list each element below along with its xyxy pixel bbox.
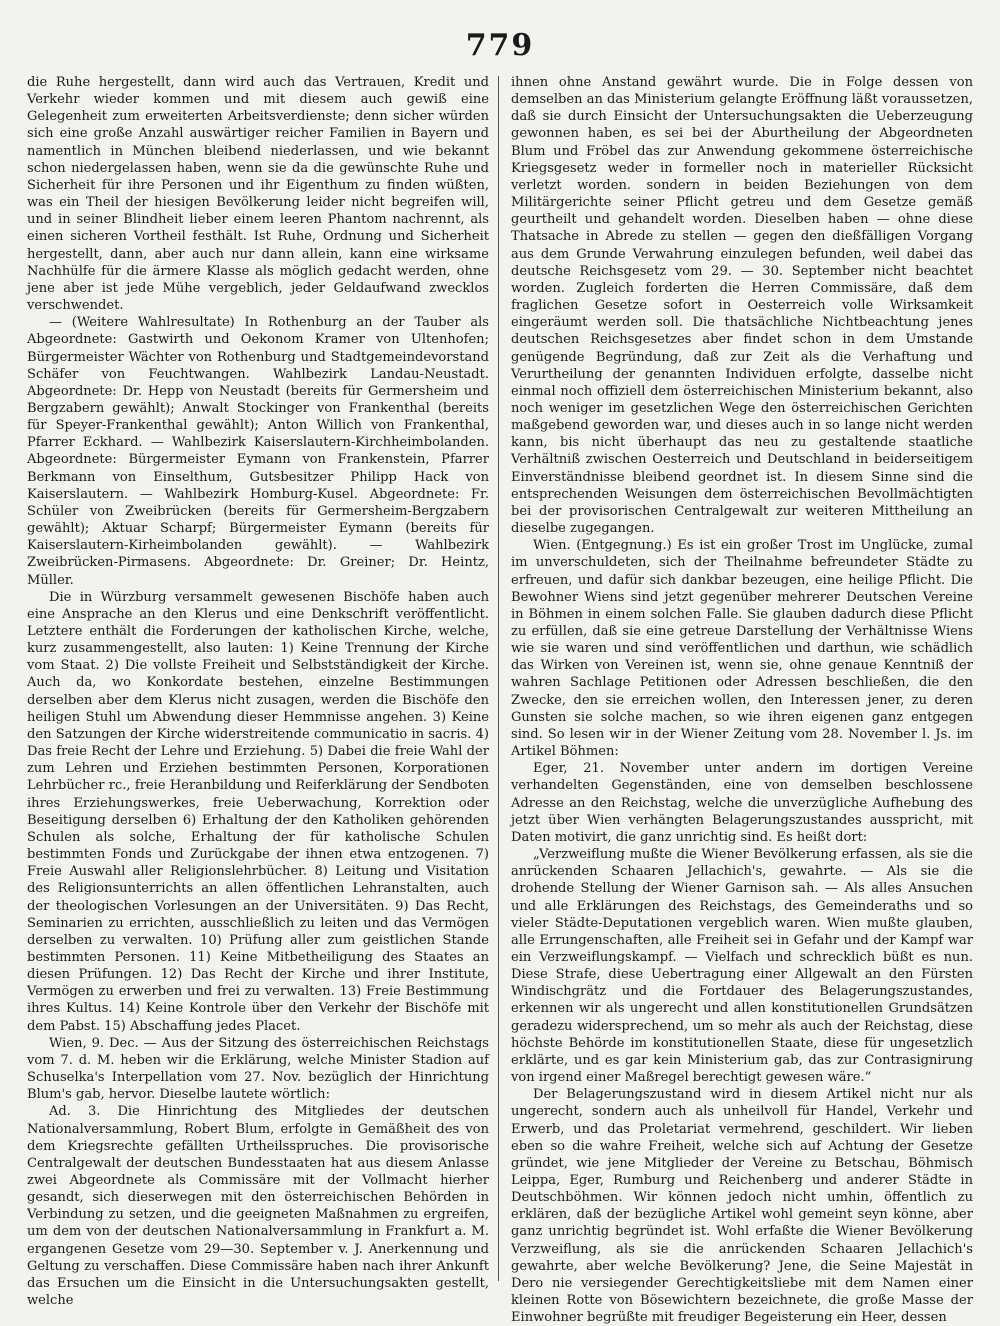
paragraph: Ad. 3. Die Hinrichtung des Mitgliedes der deutschen Nationalversammlung, Robert Blum, erfolgte in Gemäßheit des von dem Kriegsrechte gefällten Urtheilsspruches. Die provisorische Centralgewalt der deutschen Bundesstaaten hat aus diesem Anlasse zwei Abgeordnete als Commissäre mit der Vollmacht hierher gesandt, sich dieserwegen mit den österreichischen Behörden in Verbindung zu setzen, und die geeigneten Maßnahmen zu ergreifen, um dem von der deutschen Nationalversammlung in Frankfurt a. M. ergangenen Gesetze vom 29—30. September v. J. Anerkennung und Geltung zu verschaffen. Diese Commissäre haben nach ihrer Ankunft das Ersuchen um die Einsicht in die Untersuchungsakten gestellt, welche	[27, 1104, 489, 1309]
left-column	[27, 74, 489, 1309]
paragraph: die Ruhe hergestellt, dann wird auch das Vertrauen, Kredit und Verkehr wieder kommen und mit diesem auch gewiß eine Gelegenheit zum erweiterten Arbeitsverdienste; denn sicher würden sich eine große Anzahl auswärtiger reicher Familien in Bayern und namentlich in München bleibend niederlassen, und wie bekannt schon niedergelassen haben, wenn sie da die gewünschte Ruhe und Sicherheit für ihre Personen und ihr Eigenthum zu finden wüßten, was ein Theil der hiesigen Bevölkerung leider nicht begreifen will, und in seiner Blindheit lieber einem leeren Phantom nachrennt, als einen sicheren Vortheil festhält. Ist Ruhe, Ordnung und Sicherheit hergestellt, dann, aber auch nur dann allein, kann eine wirksame Nachhülfe für die ärmere Klasse als möglich gedacht werden, ohne jene aber ist jede Mühe vergeblich, jeder Geldaufwand zwecklos verschwendet.	[27, 75, 489, 314]
right-column	[511, 74, 973, 1326]
paragraph: ihnen ohne Anstand gewährt wurde. Die in Folge dessen von demselben an das Ministerium gelangte Eröffnung läßt voraussetzen, daß sie durch Einsicht der Untersuchungsakten die Ueberzeugung gewonnen haben, es sei bei der Aburtheilung der Abgeordneten Blum und Fröbel das zur Anwendung gekommene österreichische Kriegsgesetz weder in formeller noch in materieller Rücksicht verletzt worden. sondern in beiden Beziehungen von dem Militärgerichte seiner Pflicht getreu und dem Gesetze gemäß geurtheilt und gehandelt worden. Dieselben haben — ohne diese Thatsache in Abrede zu stellen — gegen den dießfälligen Vorgang aus dem Grunde Verwahrung einzulegen befunden, weil dabei das deutsche Reichsgesetz vom 29. — 30. September nicht beachtet worden. Zugleich forderten die Herren Commissäre, daß dem fraglichen Gesetze sofort in Oesterreich volle Wirksamkeit eingeräumt werden soll. Die thatsächliche Nichtbeachtung jenes deutschen Reichsgesetzes aber findet schon in dem Umstande genügende Begründung, daß zur Zeit als die Verhaftung und Verurtheilung der genannten Individuen erfolgte, dasselbe nicht einmal noch offiziell dem österreichischen Ministerium bekannt, also noch weniger im gesetzlichen Wege den österreichischen Gerichten maßgebend geworden war, und dieses auch in so lange nicht werden kann, bis nicht überhaupt das neu zu gestaltende staatliche Verhältniß zwischen Oesterreich und Deutschland in beiderseitigem Einverständnisse bleibend geordnet ist. In diesem Sinne sind die entsprechenden Weisungen dem österreichischen Bevollmächtigten bei der provisorischen Centralgewalt zur weiteren Mittheilung an dieselbe zugegangen.	[511, 75, 973, 537]
paragraph: Wien. (Entgegnung.) Es ist ein großer Trost im Unglücke, zumal im unverschuldeten, sich der Theilnahme befreundeter Städte zu erfreuen, und dafür sich dankbar bezeugen, eine heilige Pflicht. Die Bewohner Wiens sind jetzt gegenüber mehrerer Deutschen Vereine in Böhmen in einem solchen Falle. Sie glauben dadurch diese Pflicht zu erfüllen, daß sie eine getreue Darstellung der Verhältnisse Wiens wie sie waren und sind veröffentlichen und darthun, wie schädlich das Wirken von Vereinen ist, wenn sie, ohne genaue Kenntniß der wahren Sachlage Petitionen oder Adressen beschließen, die den Zwecke, den sie erreichen wollen, den Interessen jener, zu deren Gunsten sie solche machen, so wie ihren eigenen ganz entgegen sind. So lesen wir in der Wiener Zeitung vom 28. November l. Js. im Artikel Böhmen:	[511, 538, 973, 760]
paragraph: — (Weitere Wahlresultate) In Rothenburg an der Tauber als Abgeordnete: Gastwirth und Oekonom Kramer von Ultenhofen; Bürgermeister Wächter von Rothenburg und Stadtgemeindevorstand Schäfer von Feuchtwangen. Wahlbezirk Landau-Neustadt. Abgeordnete: Dr. Hepp von Neustadt (bereits für Germersheim und Bergzabern gewählt); Anwalt Stockinger von Frankenthal (bereits für Speyer-Frankenthal gewählt); Anton Willich von Frankenthal, Pfarrer Eckhard. — Wahlbezirk Kaiserslautern-Kirchheimbolanden. Abgeordnete: Bürgermeister Eymann von Frankenstein, Pfarrer Berkmann von Einselthum, Gutsbesitzer Philipp Hack von Kaiserslautern. — Wahlbezirk Homburg-Kusel. Abgeordnete: Fr. Schüler von Zweibrücken (bereits für Germersheim-Bergzabern gewählt); Aktuar Scharpf; Bürgermeister Eymann (bereits für Kaiserslautern-Kirheimbolanden gewählt). — Wahlbezirk Zweibrücken-Pirmasens. Abgeordnete: Dr. Greiner; Dr. Heintz, Müller.	[27, 315, 489, 588]
page-number: 779	[465, 28, 535, 63]
paragraph: „Verzweiflung mußte die Wiener Bevölkerung erfassen, als sie die anrückenden Schaaren Jellachich's, gewahrte. — Als sie die drohende Stellung der Wiener Garnison sah. — Als alles Ansuchen und alle Erklärungen des Reichstags, des Gemeinderaths und so vieler Städte-Deputationen vergeblich waren. Wien mußte glauben, alle Errungenschaften, alle Freiheit sei in Gefahr und der Kampf war ein Verzweiflungskampf. — Vielfach und schrecklich büßt es nun. Diese Strafe, diese Uebertragung einer Allgewalt an den Fürsten Windischgrätz und die Fortdauer des Belagerungszustandes, erkennen wir als ungerecht und allen konstitutionellen Grundsätzen geradezu widersprechend, um so mehr als auch der Reichstag, diese höchste Behörde im konstitutionellen Staate, diese für ungesetzlich erklärte, und es gar kein Ministerium gab, das zur Contrasignirung von irgend einer Maßregel berechtigt gewesen wäre.“	[511, 847, 973, 1086]
paragraph: Der Belagerungszustand wird in diesem Artikel nicht nur als ungerecht, sondern auch als unheilvoll für Handel, Verkehr und Erwerb, und das Proletariat vermehrend, geschildert. Wir lieben eben so die wahre Freiheit, welche sich auf Achtung der Gesetze gründet, wie jene Mitglieder der Vereine zu Betschau, Böhmisch Leippa, Eger, Rumburg und Reichenberg und anderer Städte in Deutschböhmen. Wir können jedoch nicht umhin, öffentlich zu erklären, daß der bezügliche Artikel wohl gemeint seyn könne, aber ganz unrichtig begründet ist. Wohl erfaßte die Wiener Bevölkerung Verzweiflung, als sie die anrückenden Schaaren Jellachich's gewahrte, aber welche Bevölkerung? Jene, die Seine Majestät in Dero nie versiegender Gerechtigkeitsliebe mit dem Namen einer kleinen Rotte von Bösewichtern bezeichnete, die große Masse der Einwohner begrüßte mit freudiger Begeisterung ein Heer, dessen	[511, 1087, 973, 1326]
column-divider	[498, 76, 499, 1281]
paragraph: Wien, 9. Dec. — Aus der Sitzung des österreichischen Reichstags vom 7. d. M. heben wir die Erklärung, welche Minister Stadion auf Schuselka's Interpellation vom 27. Nov. bezüglich der Hinrichtung Blum's gab, hervor. Dieselbe lautete wörtlich:	[27, 1035, 489, 1103]
paragraph: Eger, 21. November unter andern im dortigen Vereine verhandelten Gegenständen, eine von demselben beschlossene Adresse an den Reichstag, welche die unverzügliche Aufhebung des jetzt über Wien verhängten Belagerungszustandes ausspricht, mit Daten motivirt, die ganz unrichtig sind. Es heißt dort:	[511, 761, 973, 845]
paragraph: Die in Würzburg versammelt gewesenen Bischöfe haben auch eine Ansprache an den Klerus und eine Denkschrift veröffentlicht. Letztere enthält die Forderungen der katholischen Kirche, welche, kurz zusammengestellt, also lauten: 1) Keine Trennung der Kirche vom Staat. 2) Die vollste Freiheit und Selbstständigkeit der Kirche. Auch da, wo Konkordate bestehen, einzelne Bestimmungen derselben aber dem Klerus nicht zusagen, werden die Bischöfe den heiligen Stuhl um Abwendung dieser Hemmnisse angehen. 3) Keine den Satzungen der Kirche widerstreitende communicatio in sacris. 4) Das freie Recht der Lehre und Erziehung. 5) Dabei die freie Wahl der zum Lehren und Erziehen bestimmten Personen, Korporationen Lehrbücher rc., freie Heranbildung und Reiferklärung der Sendboten ihres Erziehungswerkes, freie Ueberwachung, Korrektion oder Beseitigung derselben 6) Erhaltung der den Katholiken gehörenden Schulen als solche, Erhaltung der für katholische Schulen bestimmten Fonds und Zurückgabe der ihnen etwa entzogenen. 7) Freie Auswahl aller Religionslehrbücher. 8) Leitung und Visitation des Religionsunterrichts an allen öffentlichen Lehranstalten, auch der theologischen Vorlesungen an der Universitäten. 9) Das Recht, Seminarien zu errichten, ausschließlich zu leiten und das Vermögen derselben zu verwalten. 10) Prüfung aller zum geistlichen Stande bestimmten Personen. 11) Keine Mitbetheiligung des Staates an diesen Prüfungen. 12) Das Recht der Kirche und ihrer Institute, Vermögen zu erwerben und frei zu verwalten. 13) Freie Bestimmung ihres Kultus. 14) Keine Kontrole über den Verkehr der Bischöfe mit dem Pabst. 15) Abschaffung jedes Placet.	[27, 589, 489, 1034]
